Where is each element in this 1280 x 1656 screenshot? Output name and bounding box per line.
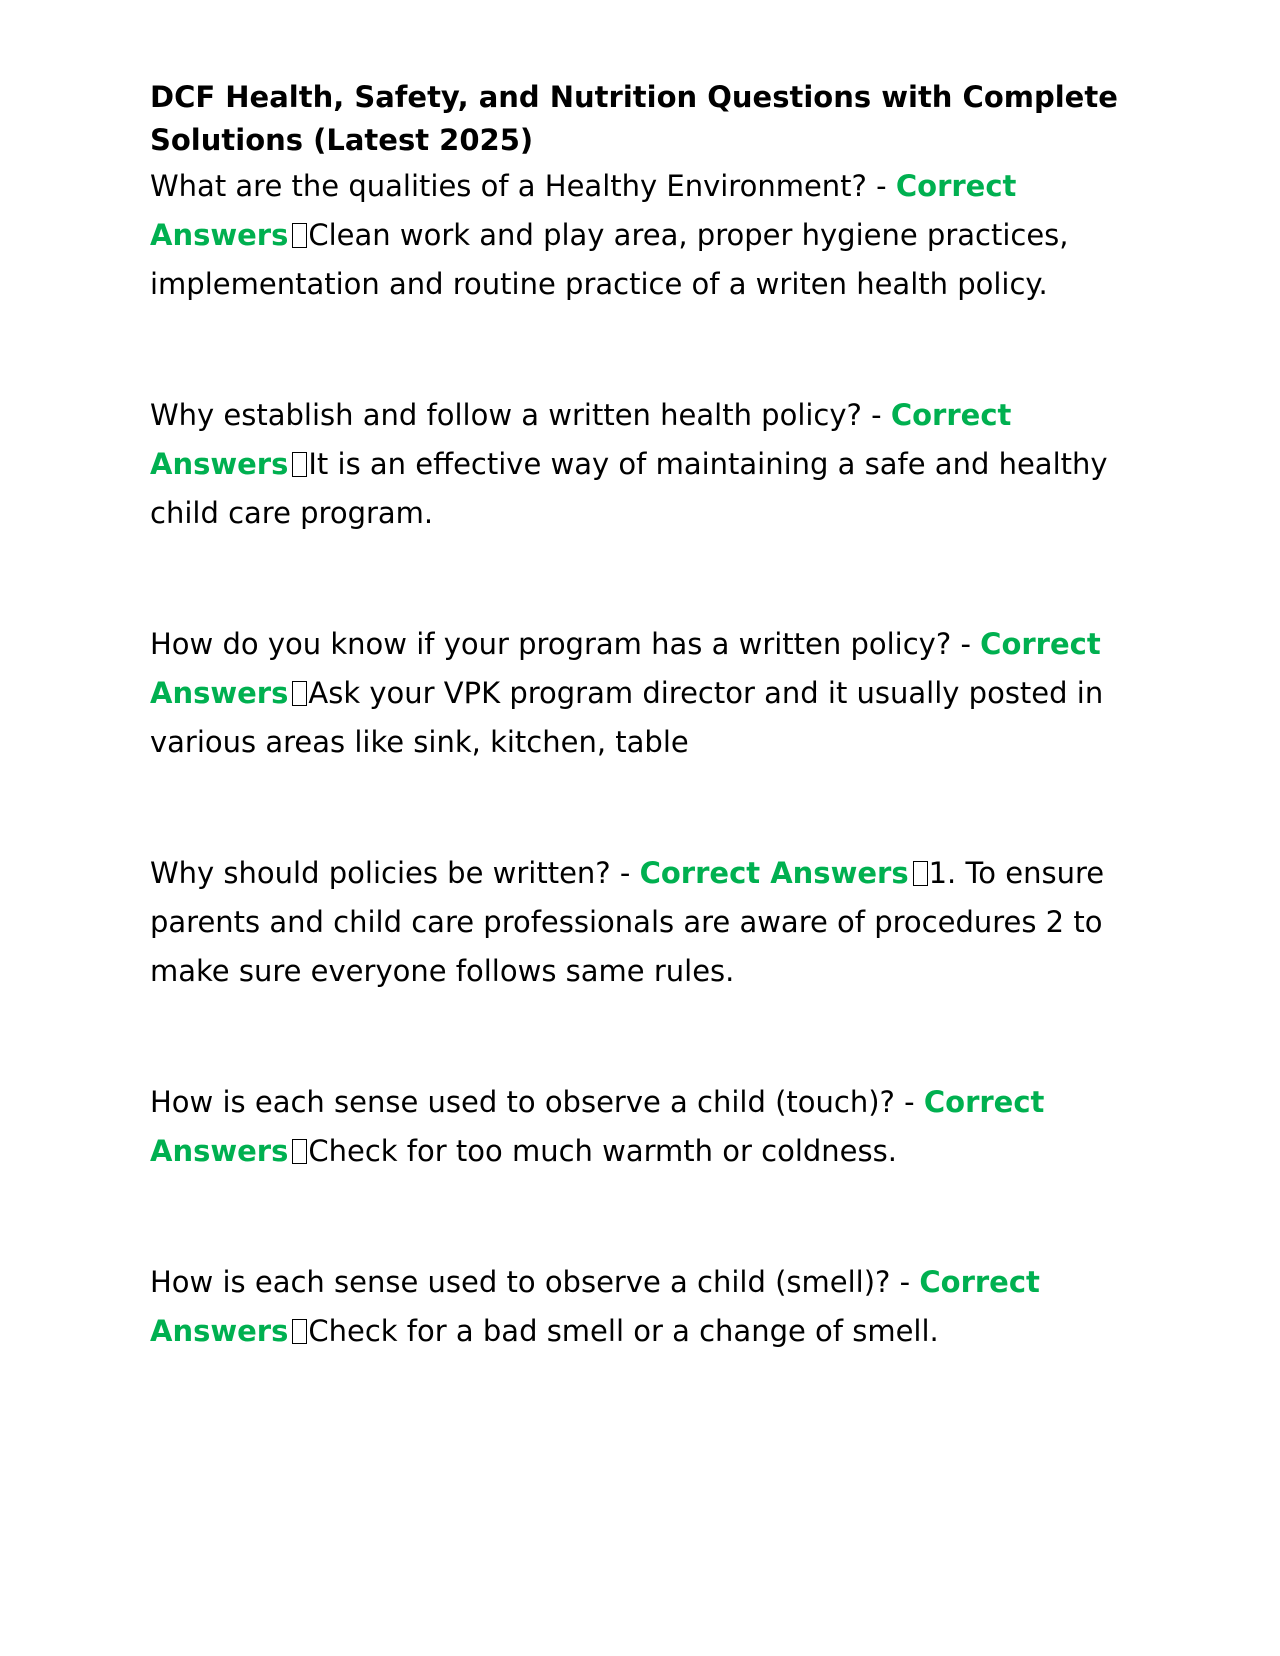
question-text: How is each sense used to observe a child (smell)?	[150, 1265, 891, 1299]
document-title: DCF Health, Safety, and Nutrition Questions with Complete Solutions (Latest 2025)	[150, 80, 1118, 157]
answer-text: 1. To ensure parents and child care professionals are aware of procedures 2 to make sure everyone follows same rules.	[150, 856, 1105, 988]
missing-glyph-icon	[292, 223, 307, 248]
separator: -	[866, 169, 896, 203]
missing-glyph-icon	[292, 1319, 307, 1344]
qa-item-6	[150, 1258, 1130, 1356]
separator: -	[610, 856, 640, 890]
answer-text: Check for too much warmth or coldness.	[308, 1134, 897, 1168]
answer-label: Correct Answers	[639, 856, 909, 890]
separator: -	[951, 627, 981, 661]
question-text: Why establish and follow a written health policy?	[150, 398, 862, 432]
missing-glyph-icon	[292, 681, 307, 706]
qa-item-1	[150, 162, 1130, 309]
answer-text: Check for a bad smell or a change of smell.	[308, 1314, 939, 1348]
separator: -	[890, 1265, 920, 1299]
answer-label: Correct Answers	[150, 627, 1101, 710]
answer-text: Clean work and play area, proper hygiene practices, implementation and routine practice of a writen health policy.	[150, 218, 1069, 301]
question-text: How do you know if your program has a written policy?	[150, 627, 952, 661]
answer-label: Correct Answers	[150, 1265, 1040, 1348]
document-page	[150, 76, 1130, 1438]
missing-glyph-icon	[292, 1139, 307, 1164]
question-text: What are the qualities of a Healthy Environment?	[150, 169, 867, 203]
question-text: How is each sense used to observe a child (touch)?	[150, 1085, 895, 1119]
answer-label: Correct Answers	[150, 1085, 1045, 1168]
separator: -	[861, 398, 891, 432]
qa-item-2	[150, 391, 1130, 538]
missing-glyph-icon	[292, 452, 307, 477]
qa-item-3	[150, 620, 1130, 767]
missing-glyph-icon	[913, 861, 928, 886]
separator: -	[894, 1085, 924, 1119]
answer-text: Ask your VPK program director and it usually posted in various areas like sink, kitchen, table	[150, 676, 1104, 759]
answer-label: Correct Answers	[150, 169, 1017, 252]
answer-label: Correct Answers	[150, 398, 1012, 481]
question-text: Why should policies be written?	[150, 856, 611, 890]
answer-text: It is an effective way of maintaining a safe and healthy child care program.	[150, 447, 1108, 530]
qa-item-4	[150, 849, 1130, 996]
qa-item-5	[150, 1078, 1130, 1176]
